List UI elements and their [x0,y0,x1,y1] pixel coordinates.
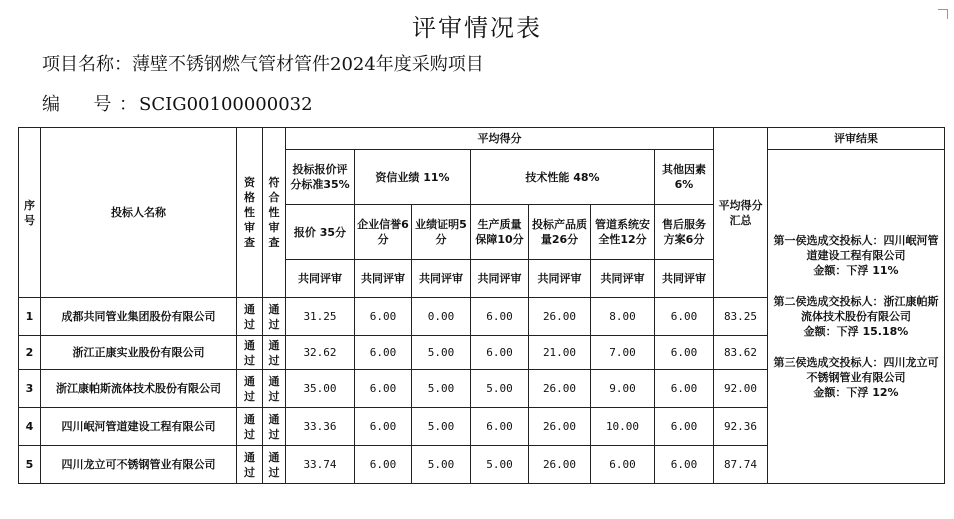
review-result-cell [768,150,945,484]
row-total-score: 92.36 [714,408,768,446]
header-credit-rating: 企业信誉6分 [355,205,412,260]
joint-review-service: 共同评审 [655,260,714,298]
row-seq: 3 [19,370,41,408]
row-price-score: 33.36 [286,408,355,446]
row-total-score: 83.25 [714,298,768,336]
row-quality-score: 26.00 [529,370,591,408]
row-total-score: 92.00 [714,370,768,408]
row-seq: 2 [19,336,41,370]
row-production-score: 6.00 [471,408,529,446]
row-performance-score: 5.00 [412,446,471,484]
header-tech-group: 技术性能 48% [471,150,655,205]
project-name-line: 项目名称：薄壁不锈钢燃气管材管件2024年度采购项目 [42,54,484,75]
row-service-score: 6.00 [655,446,714,484]
header-price-group: 投标报价评分标准35% [286,150,355,205]
row-performance-score: 5.00 [412,408,471,446]
header-pipeline-safety: 管道系统安全性12分 [591,205,655,260]
row-service-score: 6.00 [655,336,714,370]
row-price-score: 33.74 [286,446,355,484]
row-quality-score: 26.00 [529,408,591,446]
joint-review-production: 共同评审 [471,260,529,298]
row-production-score: 5.00 [471,370,529,408]
row-bidder-name: 浙江康帕斯流体技术股份有限公司 [41,370,237,408]
result-second-candidate: 第二侯选成交投标人：浙江康帕斯流体技术股份有限公司 [773,295,939,323]
row-quality-score: 26.00 [529,298,591,336]
row-qualification: 通过 [237,370,263,408]
result-third-candidate: 第三侯选成交投标人：四川龙立可不锈钢管业有限公司 [773,356,939,384]
row-credit-score: 6.00 [355,298,412,336]
row-production-score: 6.00 [471,298,529,336]
row-safety-score: 9.00 [591,370,655,408]
page-corner-mark [938,9,948,19]
row-price-score: 32.62 [286,336,355,370]
result-first-candidate: 第一侯选成交投标人：四川岷河管道建设工程有限公司 [773,234,939,262]
row-production-score: 6.00 [471,336,529,370]
row-safety-score: 7.00 [591,336,655,370]
header-compliance: 符合性审查 [263,128,286,298]
header-qualification: 资格性审查 [237,128,263,298]
header-result: 评审结果 [768,128,945,150]
row-safety-score: 10.00 [591,408,655,446]
header-seq: 序号 [19,128,41,298]
row-safety-score: 6.00 [591,446,655,484]
result-third-amount: 金额：下浮 12% [813,386,899,399]
header-product-quality: 投标产品质量26分 [529,205,591,260]
header-performance: 业绩证明5分 [412,205,471,260]
row-quality-score: 26.00 [529,446,591,484]
header-avg-total: 平均得分汇总 [714,128,768,298]
row-quality-score: 21.00 [529,336,591,370]
row-seq: 5 [19,446,41,484]
row-compliance: 通过 [263,370,286,408]
header-production: 生产质量保障10分 [471,205,529,260]
row-credit-score: 6.00 [355,446,412,484]
row-seq: 1 [19,298,41,336]
header-bidder: 投标人名称 [41,128,237,298]
row-total-score: 83.62 [714,336,768,370]
row-performance-score: 5.00 [412,336,471,370]
joint-review-price: 共同评审 [286,260,355,298]
result-second-amount: 金额：下浮 15.18% [803,325,909,338]
row-qualification: 通过 [237,446,263,484]
row-compliance: 通过 [263,336,286,370]
row-safety-score: 8.00 [591,298,655,336]
row-service-score: 6.00 [655,370,714,408]
row-compliance: 通过 [263,298,286,336]
row-service-score: 6.00 [655,298,714,336]
row-compliance: 通过 [263,446,286,484]
row-compliance: 通过 [263,408,286,446]
evaluation-table [18,127,945,484]
header-price: 报价 35分 [286,205,355,260]
row-qualification: 通过 [237,336,263,370]
row-performance-score: 5.00 [412,370,471,408]
row-bidder-name: 四川龙立可不锈钢管业有限公司 [41,446,237,484]
row-total-score: 87.74 [714,446,768,484]
row-price-score: 35.00 [286,370,355,408]
row-credit-score: 6.00 [355,408,412,446]
row-bidder-name: 四川岷河管道建设工程有限公司 [41,408,237,446]
code-label: 编 号： [42,94,137,115]
code-value: SCIG00100000032 [139,94,313,115]
row-production-score: 5.00 [471,446,529,484]
row-qualification: 通过 [237,408,263,446]
document-title: 评审情况表 [412,14,542,42]
row-credit-score: 6.00 [355,336,412,370]
row-seq: 4 [19,408,41,446]
result-first-amount: 金额：下浮 11% [813,264,899,277]
joint-review-safety: 共同评审 [591,260,655,298]
row-performance-score: 0.00 [412,298,471,336]
header-credit-group: 资信业绩 11% [355,150,471,205]
header-after-sales: 售后服务方案6分 [655,205,714,260]
joint-review-credit: 共同评审 [355,260,412,298]
row-credit-score: 6.00 [355,370,412,408]
code-line [42,90,313,116]
row-bidder-name: 浙江正康实业股份有限公司 [41,336,237,370]
joint-review-performance: 共同评审 [412,260,471,298]
row-qualification: 通过 [237,298,263,336]
header-other-group: 其他因素6% [655,150,714,205]
header-avg-score-group: 平均得分 [286,128,714,150]
row-bidder-name: 成都共同管业集团股份有限公司 [41,298,237,336]
joint-review-quality: 共同评审 [529,260,591,298]
row-price-score: 31.25 [286,298,355,336]
row-service-score: 6.00 [655,408,714,446]
